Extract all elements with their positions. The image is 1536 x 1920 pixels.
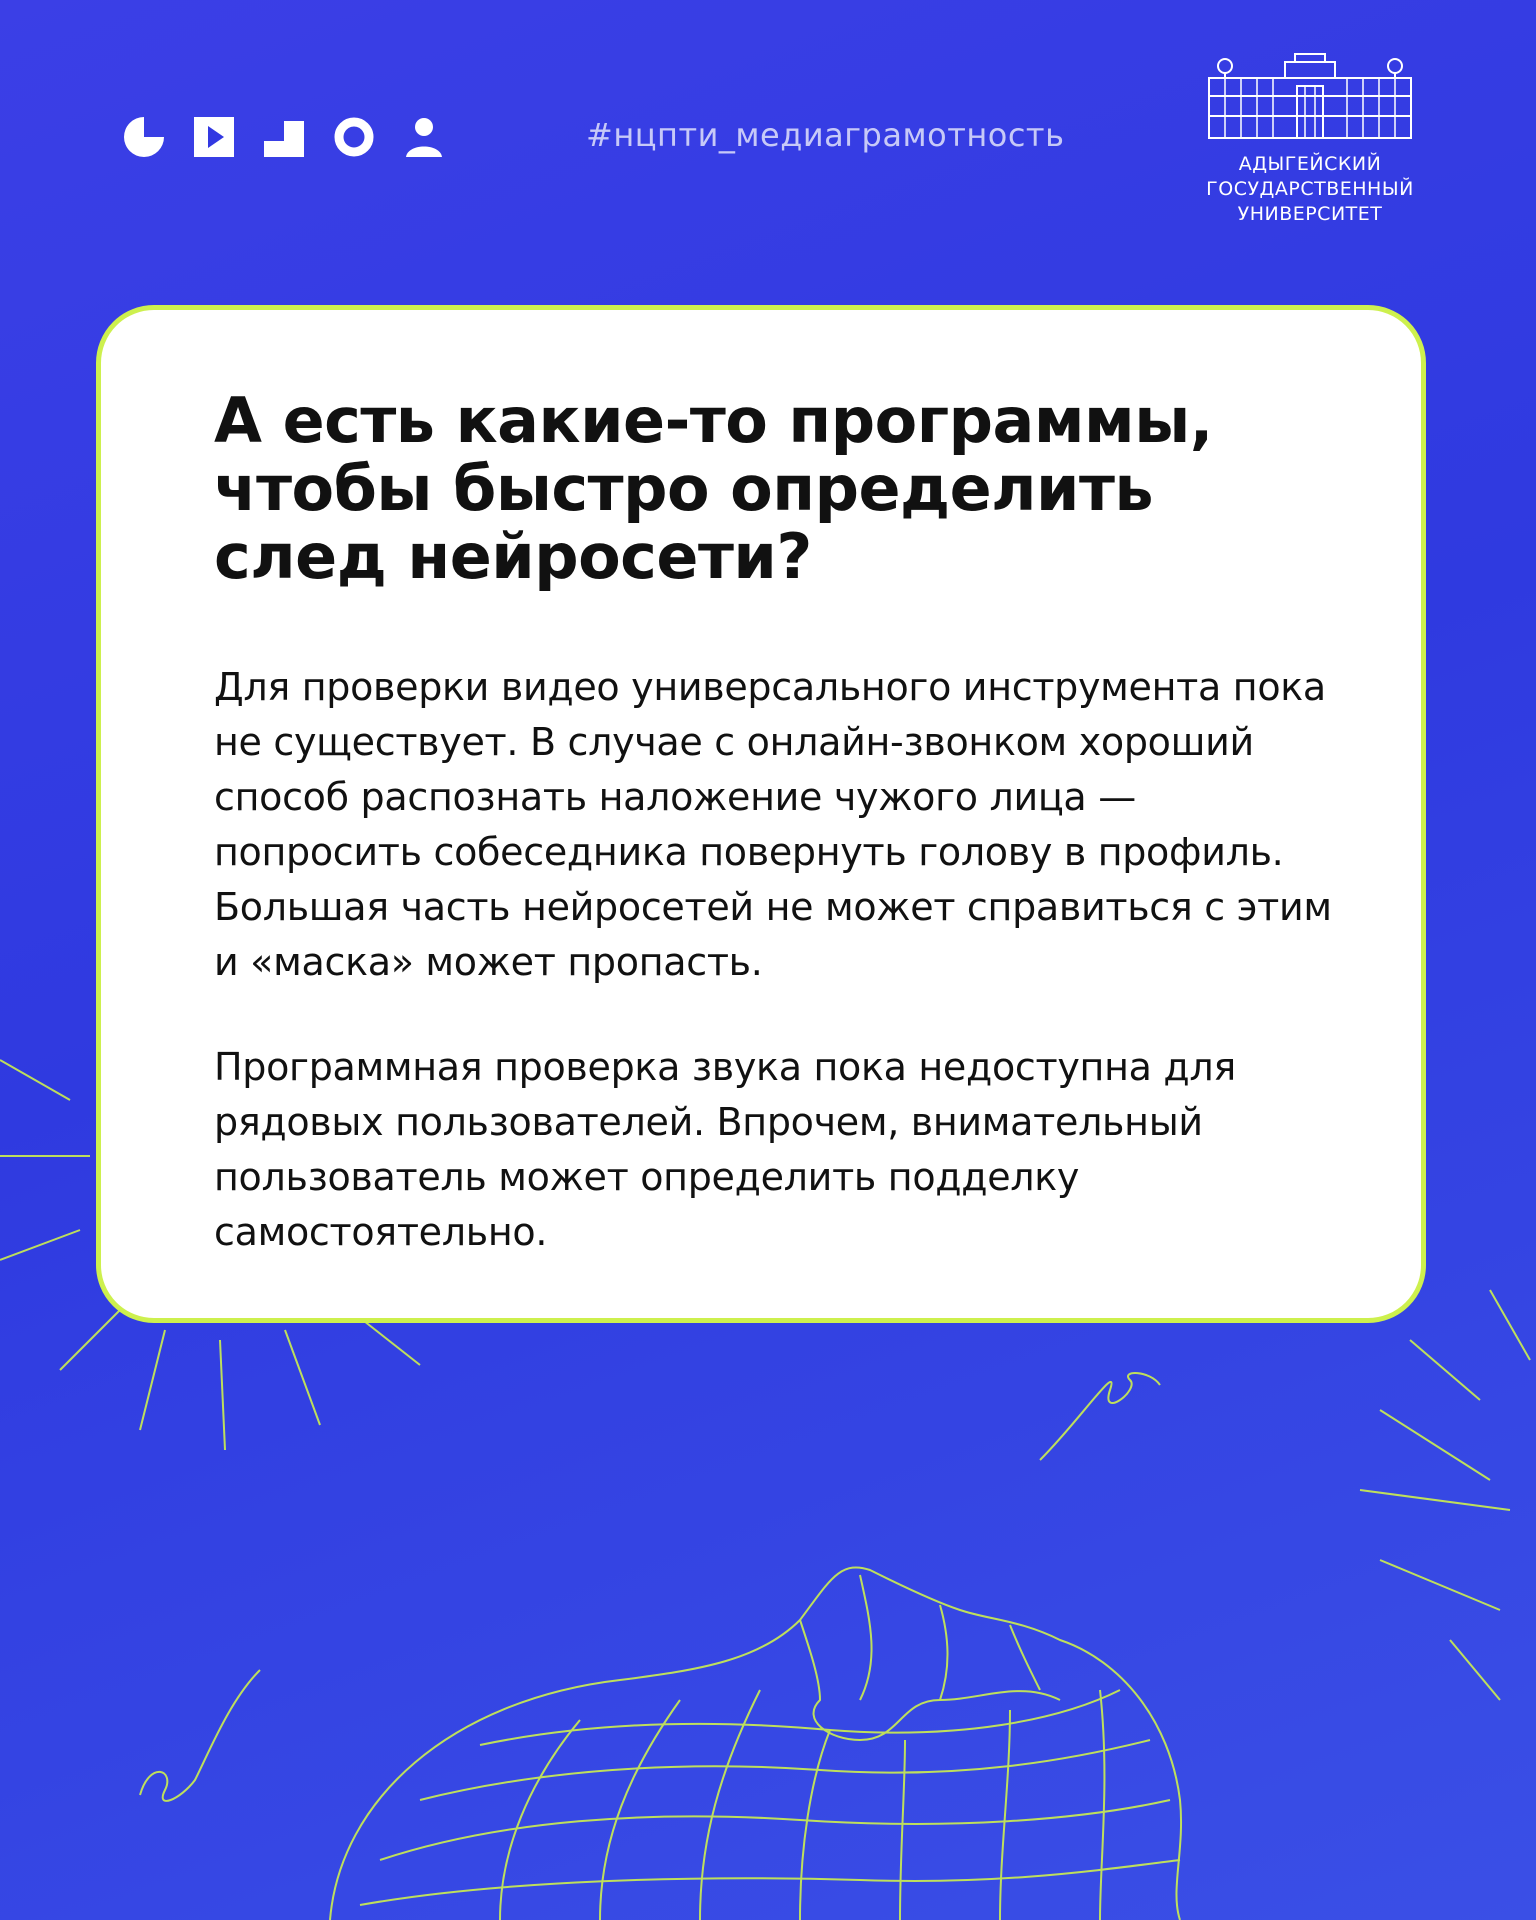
university-building-icon: [1205, 48, 1415, 140]
university-logo: [1190, 48, 1430, 227]
hashtag: #нцпти_медиаграмотность: [586, 116, 1065, 154]
university-name: АДЫГЕЙСКИЙ ГОСУДАРСТВЕННЫЙ УНИВЕРСИТЕТ: [1206, 153, 1414, 225]
card-paragraph: Программная проверка звука пока недоступна для рядовых пользователей. Впрочем, внимательный пользователь может определить подделку самостоятельно.: [214, 1045, 1236, 1254]
stairs-icon: [262, 115, 306, 159]
brand-logo: [122, 115, 446, 159]
card-paragraph: Для проверки видео универсального инструмента пока не существует. В случае с онлайн-звонком хороший способ распознать наложение чужого лица — попросить собеседника повернуть голову в профиль. Большая часть нейросетей не может справиться с этим и «маска» может пропасть.: [214, 665, 1332, 984]
ring-icon: [332, 115, 376, 159]
card-title: А есть какие-то программы, чтобы быстро определить след нейросети?: [214, 384, 1213, 593]
header: [0, 0, 1536, 280]
play-square-icon: [192, 115, 236, 159]
content-card: [96, 305, 1426, 1323]
pacman-circle-icon: [122, 115, 166, 159]
person-icon: [402, 115, 446, 159]
